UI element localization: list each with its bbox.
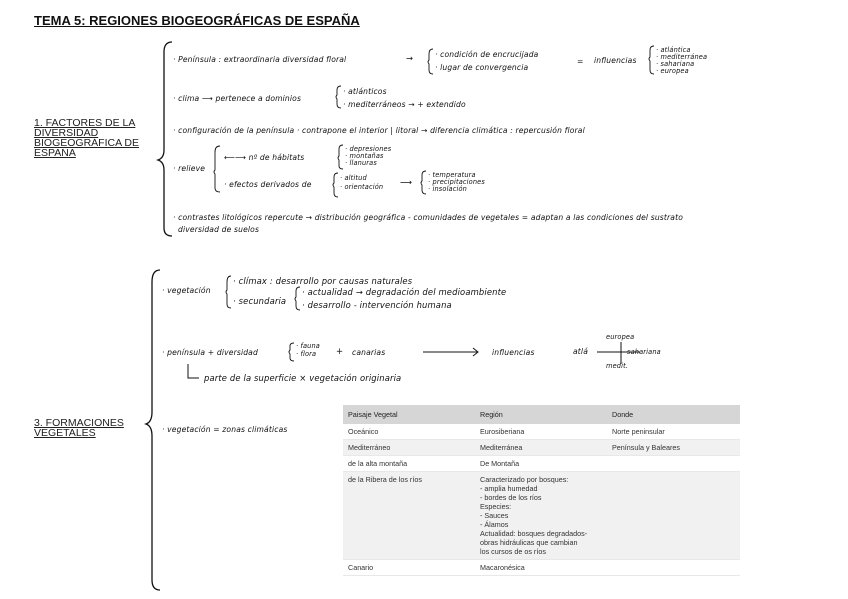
section-heading-formaciones: 3. FORMACIONES VEGETALES [34,417,124,439]
note-inf-sahariana: · sahariana [656,60,695,68]
note-sec-desarrollo: · desarrollo - intervención humana [302,300,452,310]
column-header: Región [475,405,607,424]
table-cell [607,560,740,576]
table-cell: de la Ribera de los ríos [343,472,475,560]
note-peninsula: · Península : extraordinaria diversidad floral [173,55,347,64]
note-europea: europea [606,333,635,341]
brace-section-3 [146,270,160,590]
note-parte-superficie: parte de la superficie × vegetación originaria [204,373,402,383]
note-plus: + [336,346,344,356]
table-cell: Macaronésica [475,560,607,576]
table-row [343,560,740,576]
note-res-temperatura: · temperatura [428,171,476,179]
note-res-insolacion: · insolación [428,185,468,193]
note-configuracion: · configuración de la península · contrapone el interior | litoral → diferencia climática : repercusión floral [173,126,585,135]
note-sahariana: sahariana [627,348,661,356]
note-hab-montanas: · montañas [345,152,384,160]
note-pd-fauna: · fauna [296,342,321,350]
table-cell: De Montaña [475,456,607,472]
brace-section-1 [158,42,172,236]
cell-line: - bordes de los ríos [480,493,542,502]
table-cell [475,472,607,560]
note-relieve: · relieve [173,164,206,173]
note-ef-orientacion: · orientación [340,183,384,191]
cell-line: - Sauces [480,511,509,520]
table-cell [607,456,740,472]
note-medit: medit. [606,362,629,370]
note-sec-actualidad: · actualidad → degradación del medioambiente [302,287,507,297]
table-cell [607,472,740,560]
column-header: Paisaje Vegetal [343,405,475,424]
arrow-icon: ⟶ [400,177,413,187]
table-row [343,456,740,472]
cell-line: - amplia humedad [480,484,538,493]
note-inf-mediterranea: · mediterránea [656,53,708,61]
section-heading-factores: 1. FACTORES DE LA DIVERSIDAD BIOGEOGRÁFICA DE ESPAÑA [34,117,140,159]
note-clima: · clima ⟶ pertenece a dominios [173,94,302,103]
note-atla: atlá [573,347,588,356]
cell-line: Actualidad: bosques degradados- [480,529,588,538]
note-hab-llanuras: · llanuras [345,159,377,167]
note-hab-depresiones: · depresiones [345,145,392,153]
page-title: TEMA 5: REGIONES BIOGEOGRÁFICAS DE ESPAÑA [34,13,360,28]
column-header: Donde [607,405,740,424]
table-cell: Canario [343,560,475,576]
table-cell: Península y Baleares [607,440,740,456]
note-lugar: · lugar de convergencia [435,63,529,72]
note-efectos: · efectos derivados de [224,180,312,189]
cell-line: Especies: [480,502,512,511]
note-influencias-2: influencias [492,348,535,357]
table-row [343,472,740,560]
table-cell: Eurosiberiana [475,424,607,440]
arrow-icon: → [406,53,414,63]
table-header-row [343,405,740,424]
cell-line: obras hidráulicas que cambian [480,538,578,547]
note-secundaria: · secundaria [233,296,287,306]
note-condicion: · condición de encrucijada [435,50,539,59]
note-inf-europea: · europea [656,67,689,75]
cell-line: - Álamos [480,520,509,529]
table-row [343,440,740,456]
note-suelos: diversidad de suelos [178,225,260,234]
note-peninsula-diversidad: · península + diversidad [162,348,258,357]
note-inf-atlantica: · atlántica [656,46,691,54]
note-vegetacion: · vegetación [162,286,211,295]
note-climax: · clímax : desarrollo por causas naturales [233,276,413,286]
note-dom-atlanticos: · atlánticos [343,87,387,96]
vegetation-table [343,405,740,576]
table-cell: Mediterránea [475,440,607,456]
table-cell: Norte peninsular [607,424,740,440]
table-cell: Oceánico [343,424,475,440]
note-res-precipitaciones: · precipitaciones [428,178,485,186]
note-equals: = [577,57,584,66]
note-habitats: ⟵⟶ nº de hábitats [224,153,305,162]
table-cell: de la alta montaña [343,456,475,472]
note-pd-flora: · flora [296,350,317,358]
table-row [343,424,740,440]
note-canarias: canarias [352,348,386,357]
table-cell: Mediterráneo [343,440,475,456]
cell-line: Caracterizado por bosques: [480,475,569,484]
note-dom-mediterraneos: · mediterráneos → + extendido [343,100,466,109]
note-influencias: influencias [594,56,637,65]
cell-line: los cursos de os ríos [480,547,546,556]
note-zonas-climaticas: · vegetación = zonas climáticas [162,425,288,434]
note-ef-altitud: · altitud [340,174,367,182]
note-contrastes: · contrastes litológicos repercute → distribución geográfica - comunidades de vegetales = adaptan a las condiciones del sustrato [173,213,684,222]
